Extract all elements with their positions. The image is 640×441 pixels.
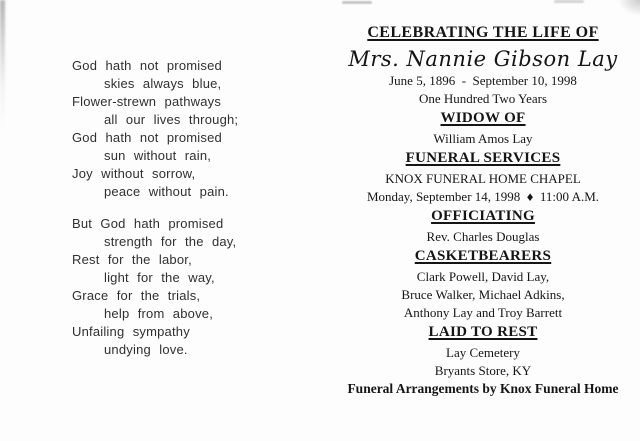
- poem-line: God hath not promised: [72, 58, 222, 73]
- funeral-services-location: KNOX FUNERAL HOME CHAPEL: [385, 171, 581, 186]
- poem-line: skies always blue,: [104, 76, 222, 91]
- widow-of-heading: WIDOW OF: [440, 110, 526, 126]
- life-dates: June 5, 1896 - September 10, 1998: [389, 73, 577, 88]
- poem-line: all our lives through;: [104, 112, 239, 127]
- funeral-services-heading: FUNERAL SERVICES: [405, 150, 561, 166]
- poem-line: Unfailing sympathy: [72, 324, 190, 339]
- widow-of-name: William Amos Lay: [433, 131, 533, 146]
- poem-line: peace without pain.: [104, 184, 229, 199]
- scan-artifact: [554, 0, 584, 3]
- deceased-name: Mrs. Nannie Gibson Lay: [348, 47, 618, 71]
- poem-line: undying love.: [104, 342, 188, 357]
- poem-line: Flower-strewn pathways: [72, 94, 222, 109]
- poem-line: Grace for the trials,: [72, 288, 201, 303]
- service-panel: [330, 24, 636, 400]
- funeral-services-datetime: Monday, September 14, 1998 ♦ 11:00 A.M.: [366, 189, 600, 204]
- casketbearers-heading: CASKETBEARERS: [414, 248, 552, 264]
- age-line: One Hundred Two Years: [418, 91, 548, 106]
- poem-line: strength for the day,: [104, 234, 237, 249]
- poem-line: God hath not promised: [72, 130, 222, 145]
- poem-stanza-2: [72, 215, 238, 359]
- poem-line: But God hath promised: [72, 216, 224, 231]
- cemetery-name: Lay Cemetery: [446, 345, 520, 360]
- scan-artifact: [618, 0, 640, 16]
- poem-stanza-1: [72, 57, 238, 201]
- arrangements-line: Funeral Arrangements by Knox Funeral Home: [347, 381, 619, 396]
- cemetery-location: Bryants Store, KY: [434, 363, 532, 378]
- laid-to-rest-heading: LAID TO REST: [428, 324, 538, 340]
- program-title: CELEBRATING THE LIFE OF: [367, 24, 599, 41]
- scan-edge-shadow: [0, 0, 5, 130]
- casketbearer-line: Clark Powell, David Lay,: [416, 269, 550, 284]
- casketbearer-line: Anthony Lay and Troy Barrett: [403, 305, 563, 320]
- scan-artifact: [342, 1, 372, 4]
- poem-panel: [72, 57, 238, 359]
- casketbearer-line: Bruce Walker, Michael Adkins,: [401, 287, 565, 302]
- poem-line: Rest for the labor,: [72, 252, 192, 267]
- poem-line: sun without rain,: [104, 148, 212, 163]
- poem-line: light for the way,: [104, 270, 215, 285]
- poem-line: Joy without sorrow,: [72, 166, 196, 181]
- officiant-name: Rev. Charles Douglas: [426, 229, 540, 244]
- officiating-heading: OFFICIATING: [431, 208, 535, 224]
- poem-line: help from above,: [104, 306, 214, 321]
